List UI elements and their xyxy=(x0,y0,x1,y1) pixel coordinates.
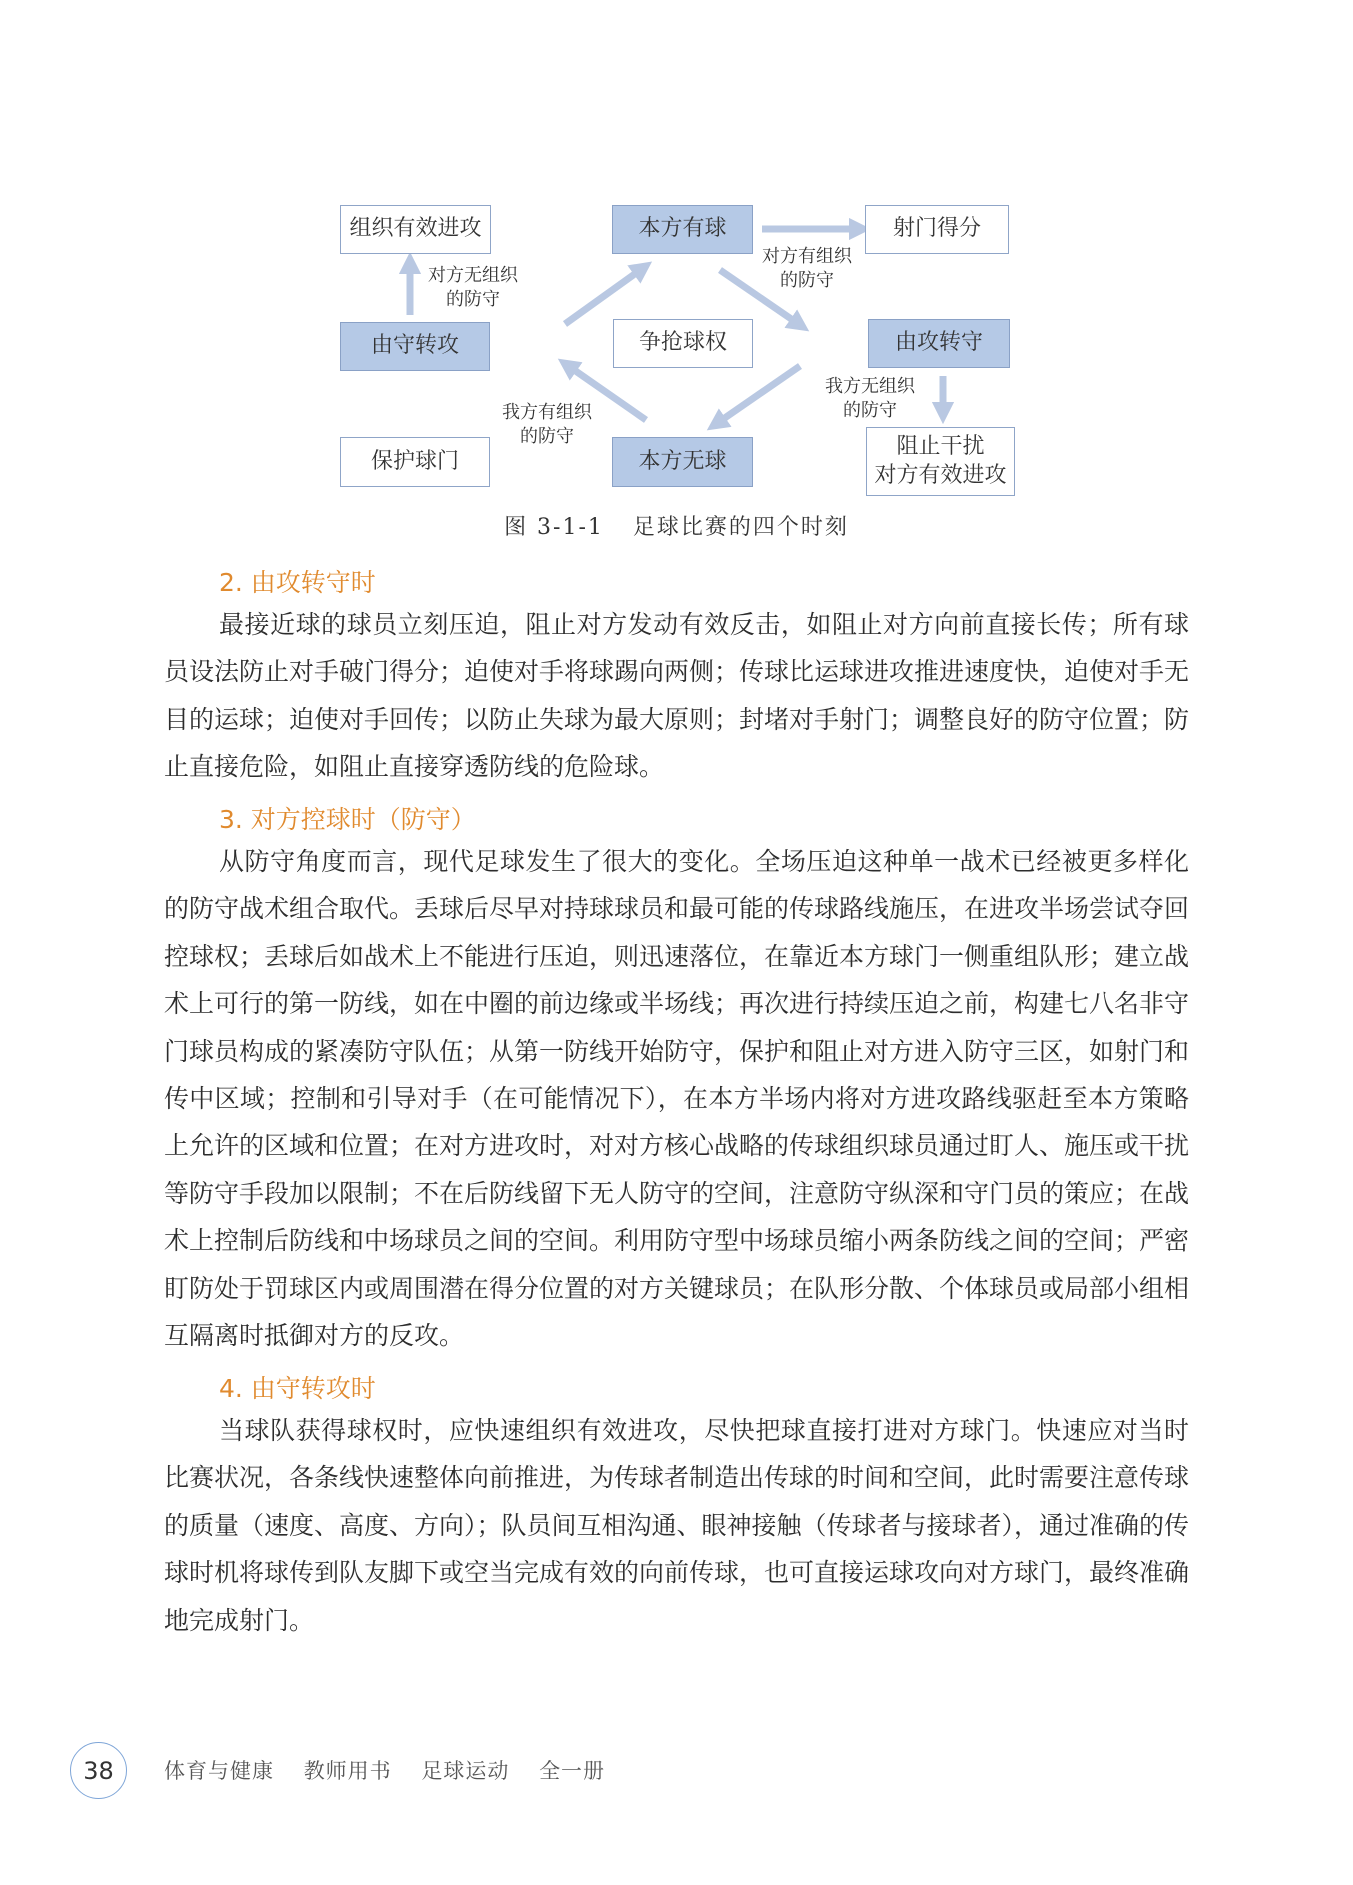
label-opp-unorganized-line2: 的防守 xyxy=(446,289,500,311)
footer-book-info xyxy=(164,1755,627,1785)
section-3-heading: 3. 对方控球时（防守） xyxy=(219,805,476,834)
label-opp-unorganized xyxy=(428,264,518,313)
section-4-heading: 4. 由守转攻时 xyxy=(219,1374,376,1403)
label-we-organized-line2: 的防守 xyxy=(520,426,574,448)
box-defense-to-attack: 由守转攻 xyxy=(340,322,490,371)
box-organize-attack: 组织有效进攻 xyxy=(340,205,491,254)
figure-caption xyxy=(0,510,1353,541)
label-we-organized xyxy=(502,401,592,450)
label-opp-organized-line1: 对方有组织 xyxy=(762,246,852,267)
footer-subject: 足球运动 xyxy=(421,1759,510,1783)
footer-book-title: 体育与健康 xyxy=(164,1759,274,1783)
label-we-unorganized-line1: 我方无组织 xyxy=(825,376,915,397)
section-2-heading: 2. 由攻转守时 xyxy=(219,568,376,597)
arrow-diag-up-right xyxy=(565,268,643,324)
box-no-ball: 本方无球 xyxy=(612,437,753,487)
box-contest-ball: 争抢球权 xyxy=(613,319,753,368)
label-we-organized-line1: 我方有组织 xyxy=(502,402,592,423)
figure-number: 图 3-1-1 xyxy=(504,515,604,540)
box-stop-interfere xyxy=(866,427,1015,496)
label-we-unorganized xyxy=(825,375,915,424)
four-moments-diagram xyxy=(0,0,1353,560)
box-shoot-score: 射门得分 xyxy=(865,205,1009,254)
label-opp-organized xyxy=(762,245,852,294)
label-we-unorganized-line2: 的防守 xyxy=(843,400,897,422)
page-number: 38 xyxy=(70,1742,127,1799)
figure-title: 足球比赛的四个时刻 xyxy=(632,515,849,540)
box-stop-interfere-line2: 对方有效进攻 xyxy=(874,462,1007,488)
label-opp-unorganized-line1: 对方无组织 xyxy=(428,265,518,286)
footer-book-type: 教师用书 xyxy=(303,1759,392,1783)
box-attack-to-defense: 由攻转守 xyxy=(868,319,1010,368)
section-3-text: 从防守角度而言，现代足球发生了很大的变化。全场压迫这种单一战术已经被更多样化的防守战术组合取代。丢球后尽早对持球球员和最可能的传球路线施压，在进攻半场尝试夺回控球权；丢球后如战术上不能进行压迫，则迅速落位，在靠近本方球门一侧重组队形；建立战术上可行的第一防线，如在中圈的前边缘或半场线；再次进行持续压迫之前，构建七八名非守门球员构成的紧凑防守队伍；从第一防线开始防守，保护和阻止对方进入防守三区，如射门和传中区域；控制和引导对手（在可能情况下），在本方半场内将对方进攻路线驱赶至本方策略上允许的区域和位置；在对方进攻时，对对方核心战略的传球组织球员通过盯人、施压或干扰等防守手段加以限制；不在后防线留下无人防守的空间，注意防守纵深和守门员的策应；在战术上控制后防线和中场球员之间的空间。利用防守型中场球员缩小两条防线之间的空间；严密盯防处于罚球区内或周围潜在得分位置的对方关键球员；在队形分散、个体球员或局部小组相互隔离时抵御对方的反攻。 xyxy=(164,847,1190,1351)
arrow-diag-down-left xyxy=(716,366,800,424)
section-4-text: 当球队获得球权时，应快速组织有效进攻，尽快把球直接打进对方球门。快速应对当时比赛状况，各条线快速整体向前推进，为传球者制造出传球的时间和空间，此时需要注意传球的质量（速度、高度、方向）；队员间互相沟通、眼神接触（传球者与接球者），通过准确的传球时机将球传到队友脚下或空当完成有效的向前传球，也可直接运球攻向对方球门，最终准确地完成射门。 xyxy=(164,1416,1190,1635)
label-opp-organized-line2: 的防守 xyxy=(780,270,834,292)
section-2-text: 最接近球的球员立刻压迫，阻止对方发动有效反击，如阻止对方向前直接长传；所有球员设法防止对手破门得分；迫使对手将球踢向两侧；传球比运球进攻推进速度快，迫使对手无目的运球；迫使对手回传；以防止失球为最大原则；封堵对手射门；调整良好的防守位置；防止直接危险，如阻止直接穿透防线的危险球。 xyxy=(164,610,1190,782)
footer-volume: 全一册 xyxy=(539,1759,606,1783)
box-own-ball: 本方有球 xyxy=(612,205,753,254)
box-stop-interfere-line1: 阻止干扰 xyxy=(896,433,985,459)
box-protect-goal: 保护球门 xyxy=(340,437,490,487)
